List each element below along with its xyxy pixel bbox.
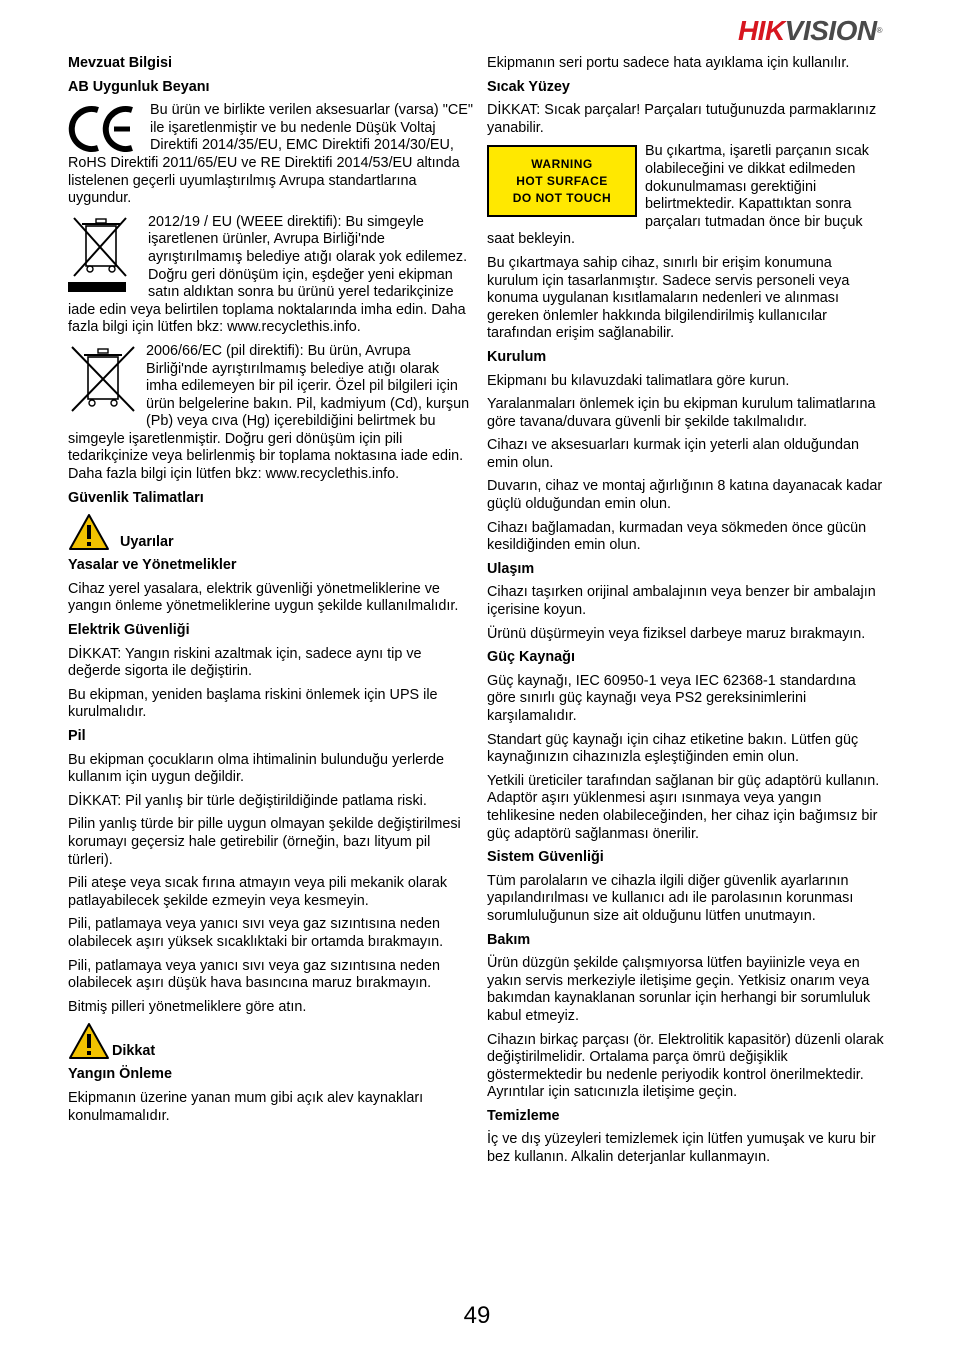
maintenance-text-1: Ürün düzgün şekilde çalışmıyorsa lütfen bayiinizle veya en yakın servis merkeziyle iletişime geçin. Yetkisiz onarım veya bakımdan kaynaklanan sorunlar için herhangi bir sorumluluk kabul etmeyiz. xyxy=(487,955,871,1024)
transport-text-1: Cihazı taşırken orijinal ambalajının veya benzer bir ambalajın içerisine koyun. xyxy=(487,584,876,619)
weee-text: 2012/19 / EU (WEEE direktifi): Bu simgeyle işaretlenen ürünler, Avrupa Birliği'nde ayrıştırılmamış belediye atığı olarak yok edilemez. Doğru geri dönüşüm için, eşdeğer yeni ekipman satın aldıktan sonra bu ürünü yerel tedarikçinize iade edin veya belirtilen toplama noktalarında imha edin. Daha fazla bilgi için lütfen bkz: www.recyclethis.info. xyxy=(68,213,468,336)
heading-battery: Pil xyxy=(68,728,86,744)
heading-cleaning: Temizleme xyxy=(487,1107,560,1124)
heading-fire-prevention: Yangın Önleme xyxy=(68,1066,172,1083)
battery-text-5: Pili, patlamaya veya yanıcı sıvı veya gaz sızıntısına neden olabilecek aşırı yüksek sıcaklıktaki bir ortamda bırakmayın. xyxy=(68,916,444,950)
heading-regulatory: Mevzuat Bilgisi xyxy=(68,55,172,71)
battery-text-4: Pili ateşe veya sıcak fırına atmayın veya pili mekanik olarak patlayabilecek şekilde ezmeyin veya kesmeyin. xyxy=(68,875,448,909)
hot-surface-sticker xyxy=(487,145,637,217)
crossed-out-battery-bin-icon xyxy=(68,343,138,415)
right-column xyxy=(487,55,885,1173)
warning-triangle-icon xyxy=(68,1022,110,1060)
laws-text: Cihaz yerel yasalara, elektrik güvenliği yönetmeliklerine ve yangın önleme yönetmeliklerine uygun şekilde kullanılmalıdır. xyxy=(68,580,459,615)
serial-port-text: Ekipmanın seri portu sadece hata ayıklama için kullanılır. xyxy=(487,55,850,71)
electric-text-2: Bu ekipman, yeniden başlama riskini önlemek için UPS ile kurulmalıdır. xyxy=(68,686,438,721)
heading-transport: Ulaşım xyxy=(487,560,535,577)
heading-maintenance: Bakım xyxy=(487,931,531,948)
heading-power-supply: Güç Kaynağı xyxy=(487,649,575,666)
sticker-line-3: DO NOT TOUCH xyxy=(512,190,612,205)
install-text-3: Cihazı ve aksesuarları kurmak için yeterli alan olduğundan emin olun. xyxy=(487,437,859,471)
hot-sticker-block xyxy=(487,143,885,249)
hot-text-3: Bu çıkartmaya sahip cihaz, sınırlı bir erişim konumuna kurulum için tasarlanmıştır. Sadece servis personeli veya konuma uygulanan kısıtlamaların nedenleri ve alınması gereken önlemler hakkında bilgilendirilmiş kullanıcılar tarafından erişim sağlanabilir. xyxy=(487,254,850,342)
battery-directive-block xyxy=(68,343,474,484)
hot-text-1: DİKKAT: Sıcak parçalar! Parçaları tutuğunuzda parmaklarınız yanabilir. xyxy=(487,102,877,136)
fire-text: Ekipmanın üzerine yanan mum gibi açık alev kaynakları konulmamalıdır. xyxy=(68,1089,424,1124)
warnings-row xyxy=(68,513,474,551)
ce-text: Bu ürün ve birlikte verilen aksesuarlar (varsa) "CE" ile işaretlenmiştir ve bu nedenle Düşük Voltaj Direktifi 2014/35/EU, EMC Direktifi 2014/30/EU, RoHS Direktifi 2011/65/EU ve RE Direktifi 2014/53/EU altında listelenen geçerli uyumlaştırılmış Avrupa standartlarına uygundur. xyxy=(68,102,473,207)
battery-text-3: Pilin yanlış türde bir pille uygun olmayan şekilde değiştirilmesi korumayı geçersiz hale getirebilir (örneğin, bazı lityum pil türleri). xyxy=(68,816,461,868)
heading-installation: Kurulum xyxy=(487,348,547,365)
power-text-3: Yetkili üreticiler tarafından sağlanan bir güç adaptörü kullanın. Adaptör aşırı yüklenmesi aşırı ısınmaya veya yangın tehlikesine neden olabileceğinden, her cihaz için bağımsız bir güç adaptörü sağlanması önerilir. xyxy=(487,772,880,842)
caution-row xyxy=(68,1022,474,1060)
page-number: 49 xyxy=(463,1302,491,1329)
heading-hot-surface: Sıcak Yüzey xyxy=(487,78,570,95)
sticker-line-1: WARNING xyxy=(531,156,593,171)
warnings-label: Uyarılar xyxy=(120,533,174,550)
ce-block xyxy=(68,102,474,208)
power-text-2: Standart güç kaynağı için cihaz etiketine bakın. Lütfen güç kaynağınızın cihazınızla eşleştiğinden emin olun. xyxy=(487,731,859,766)
heading-eu-conformity: AB Uygunluk Beyanı xyxy=(68,78,210,95)
heading-electric-safety: Elektrik Güvenliği xyxy=(68,622,190,639)
system-text-1: Tüm parolaların ve cihazla ilgili diğer güvenlik ayarlarının yapılandırılması ve kullanıcı adı ile parolasının korunması sorumluluğunun size ait olduğunu lütfen unutmayın. xyxy=(487,872,854,924)
heading-system-security: Sistem Güvenliği xyxy=(487,849,604,866)
install-text-4: Duvarın, cihaz ve montaj ağırlığının 8 katına dayanacak kadar güçlü olduğundan emin olun. xyxy=(487,478,883,513)
maintenance-text-2: Cihazın birkaç parçası (ör. Elektrolitik kapasitör) düzenli olarak değiştirilmelidir. Ortalama parça ömrü değişiklik göstermektedir bu nedenle periyodik kontrol önerilmektedir. Ayrıntılar için satıcınızla iletişime geçin. xyxy=(487,1031,884,1101)
cleaning-text-1: İç ve dış yüzeyleri temizlemek için lütfen yumuşak ve kuru bir bez kullanın. Alkalin deterjanlar kullanmayın. xyxy=(487,1131,876,1166)
heading-laws: Yasalar ve Yönetmelikler xyxy=(68,557,237,574)
ce-mark-icon xyxy=(68,104,142,154)
install-text-5: Cihazı bağlamadan, kurmadan veya sökmeden önce gücün kesildiğinden emin olun. xyxy=(487,519,867,554)
hot-text-2: Bu çıkartma, işaretli parçanın sıcak olabileceğini ve dikkat edilmeden dokunulmaması gerektiğini belirtmektedir. Kapattıktan sonra parçaları tutmadan önce bir buçuk saat bekleyin. xyxy=(487,143,869,248)
weee-block xyxy=(68,214,474,337)
battery-text-6: Pili, patlamaya veya yanıcı sıvı veya gaz sızıntısına neden olabilecek aşırı düşük hava basıncına maruz bırakmayın. xyxy=(68,957,440,992)
left-column xyxy=(68,55,474,1131)
heading-safety: Güvenlik Talimatları xyxy=(68,489,204,506)
battery-text-2: DİKKAT: Pil yanlış bir türle değiştirildiğinde patlama riski. xyxy=(68,792,427,809)
battery-text-7: Bitmiş pilleri yönetmeliklere göre atın. xyxy=(68,998,307,1015)
hikvision-logo: HIKVISION® xyxy=(737,15,882,46)
install-text-2: Yaralanmaları önlemek için bu ekipman kurulum talimatlarına göre tavana/duvara güvenli bir şekilde takılmalıdır. xyxy=(487,396,876,430)
battery-text-1: Bu ekipman çocukların olma ihtimalinin bulunduğu yerlerde kullanım için uygun değildir. xyxy=(68,751,444,786)
transport-text-2: Ürünü düşürmeyin veya fiziksel darbeye maruz bırakmayın. xyxy=(487,625,866,642)
warning-triangle-icon xyxy=(68,513,110,551)
battery-directive-text: 2006/66/EC (pil direktifi): Bu ürün, Avrupa Birliği'nde ayrıştırılmamış belediye atığı olarak imha edilemeyen bir pil içerir. Özel pil bilgileri için ürün belgelerine bakın. Pil, kadmiyum (Cd), kurşun (Pb) veya cıva (Hg) içerebildiğini belirtmek bu simgeyle işaretlenmiştir. Doğru geri dönüşüm için pili tedarikçinize veya belirlenmiş bir toplama noktasına iade edin. Daha fazla bilgi için lütfen bkz: www.recyclethis.info. xyxy=(68,342,470,483)
install-text-1: Ekipmanı bu kılavuzdaki talimatlara göre kurun. xyxy=(487,372,790,389)
electric-text-1: DİKKAT: Yangın riskini azaltmak için, sadece aynı tip ve değerde sigorta ile değiştirin. xyxy=(68,645,422,680)
caution-label: Dikkat xyxy=(112,1042,156,1059)
sticker-line-2: HOT SURFACE xyxy=(516,173,608,188)
power-text-1: Güç kaynağı, IEC 60950-1 veya IEC 62368-1 standardına göre sınırlı güç kaynağı veya PS2 gereksinimlerini karşılamalıdır. xyxy=(487,672,856,724)
crossed-out-wheelie-bin-icon xyxy=(68,214,130,298)
